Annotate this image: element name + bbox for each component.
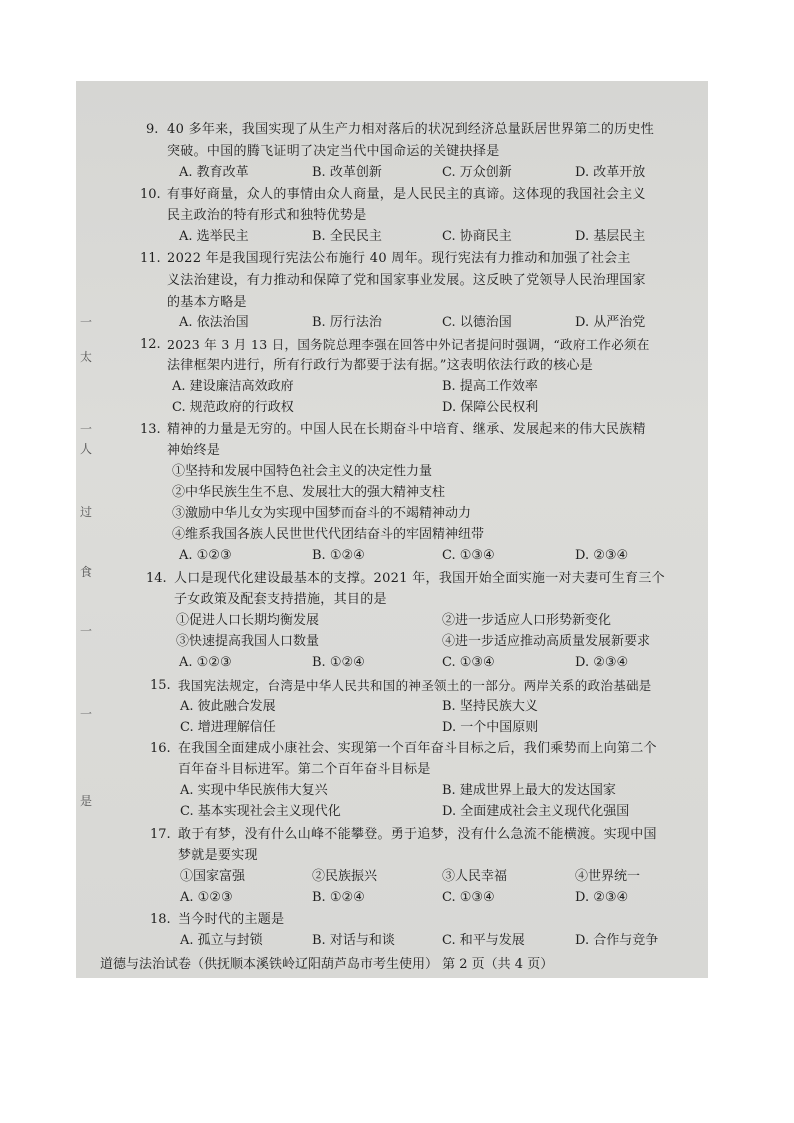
question-number: 18. bbox=[150, 912, 171, 927]
question-number: 12. bbox=[140, 337, 161, 352]
option-d: D. 保障公民权利 bbox=[442, 400, 539, 415]
statement-item: ③人民幸福 bbox=[442, 869, 508, 884]
statement-item: ④进一步适应推动高质量发展新要求 bbox=[442, 634, 651, 649]
margin-mark: 过 bbox=[80, 505, 93, 519]
margin-mark: 一 bbox=[80, 707, 93, 721]
option-c: C. 基本实现社会主义现代化 bbox=[180, 804, 341, 819]
option-d: D. 全面建成社会主义现代化强国 bbox=[442, 804, 630, 819]
question-number: 15. bbox=[150, 678, 171, 693]
option-b: B. 提高工作效率 bbox=[442, 379, 538, 394]
option-d: D. 基层民主 bbox=[575, 229, 646, 244]
question-text: 在我国全面建成小康社会、实现第一个百年奋斗目标之后，我们乘势而上向第二个 bbox=[178, 741, 657, 756]
question-number: 17. bbox=[150, 827, 171, 842]
option-a: A. 彼此融合发展 bbox=[180, 699, 276, 714]
statement-item: ③激励中华儿女为实现中国梦而奋斗的不竭精神动力 bbox=[172, 506, 472, 521]
option-c: C. ①③④ bbox=[442, 655, 495, 670]
margin-mark: 一 bbox=[80, 422, 93, 436]
question-text: 神始终是 bbox=[167, 443, 221, 458]
question-text: 子女政策及配套支持措施，其目的是 bbox=[174, 592, 387, 607]
option-d: D. ②③④ bbox=[575, 655, 629, 670]
statement-item: ④世界统一 bbox=[575, 869, 641, 884]
statement-item: ③快速提高我国人口数量 bbox=[176, 634, 320, 649]
option-b: B. 对话与和谈 bbox=[312, 933, 395, 948]
question-number: 10. bbox=[140, 187, 161, 202]
question-text: 的基本方略是 bbox=[167, 295, 247, 310]
option-d: D. 从严治党 bbox=[575, 315, 646, 330]
statement-item: ①国家富强 bbox=[180, 869, 246, 884]
option-c: C. 协商民主 bbox=[442, 229, 512, 244]
question-text: 突破。中国的腾飞证明了决定当代中国命运的关键抉择是 bbox=[167, 144, 500, 159]
question-text: 百年奋斗目标进军。第二个百年奋斗目标是 bbox=[178, 762, 431, 777]
option-a: A. ①②③ bbox=[180, 890, 233, 905]
question-number: 13. bbox=[140, 422, 161, 437]
option-c: C. 和平与发展 bbox=[442, 933, 525, 948]
question-number: 16. bbox=[150, 741, 171, 756]
option-d: D. ②③④ bbox=[575, 548, 629, 563]
question-text: 当今时代的主题是 bbox=[178, 912, 285, 927]
option-b: B. ①②④ bbox=[312, 655, 365, 670]
option-d: D. 一个中国原则 bbox=[442, 720, 539, 735]
option-c: C. 增进理解信任 bbox=[180, 720, 276, 735]
statement-item: ②中华民族生生不息、发展壮大的强大精神支柱 bbox=[172, 485, 446, 500]
statement-item: ②进一步适应人口形势新变化 bbox=[442, 613, 612, 628]
option-a: A. ①②③ bbox=[179, 655, 232, 670]
page-footer: 道德与法治试卷（供抚顺本溪铁岭辽阳葫芦岛市考生使用） 第 2 页（共 4 页） bbox=[100, 957, 554, 972]
margin-mark: 食 bbox=[80, 565, 93, 579]
question-text: 法律框架内进行，所有行政行为都要于法有据。”这表明依法行政的核心是 bbox=[167, 358, 594, 373]
option-a: A. ①②③ bbox=[179, 548, 232, 563]
option-c: C. 以德治国 bbox=[442, 315, 512, 330]
option-b: B. ①②④ bbox=[312, 548, 365, 563]
question-text: 40 多年来，我国实现了从生产力相对落后的状况到经济总量跃居世界第二的历史性 bbox=[167, 122, 655, 137]
question-text: 敢于有梦，没有什么山峰不能攀登。勇于追梦，没有什么急流不能横渡。实现中国 bbox=[178, 827, 657, 842]
option-a: A. 依法治国 bbox=[179, 315, 249, 330]
option-b: B. 改革创新 bbox=[312, 165, 382, 180]
option-a: A. 建设廉洁高效政府 bbox=[172, 379, 294, 394]
question-text: 我国宪法规定，台湾是中华人民共和国的神圣领土的一部分。两岸关系的政治基础是 bbox=[178, 678, 652, 693]
question-number: 9. bbox=[146, 122, 159, 137]
option-d: D. ②③④ bbox=[575, 890, 629, 905]
option-b: B. 建成世界上最大的发达国家 bbox=[442, 783, 616, 798]
option-c: C. 万众创新 bbox=[442, 165, 512, 180]
margin-mark: 人 bbox=[80, 442, 93, 456]
option-a: A. 实现中华民族伟大复兴 bbox=[180, 783, 328, 798]
option-c: C. 规范政府的行政权 bbox=[172, 400, 294, 415]
option-b: B. ①②④ bbox=[312, 890, 365, 905]
statement-item: ①坚持和发展中国特色社会主义的决定性力量 bbox=[172, 464, 433, 479]
option-c: C. ①③④ bbox=[442, 890, 495, 905]
question-text: 人口是现代化建设最基本的支撑。2021 年，我国开始全面实施一对夫妻可生育三个 bbox=[174, 571, 665, 586]
statement-item: ①促进人口长期均衡发展 bbox=[176, 613, 320, 628]
question-text: 义法治建设，有力推动和保障了党和国家事业发展。这反映了党领导人民治理国家 bbox=[167, 273, 646, 288]
margin-mark: 一 bbox=[80, 315, 93, 329]
question-text: 有事好商量，众人的事情由众人商量，是人民民主的真谛。这体现的我国社会主义 bbox=[167, 187, 646, 202]
option-b: B. 厉行法治 bbox=[312, 315, 382, 330]
question-text: 梦就是要实现 bbox=[178, 848, 258, 863]
margin-mark: 一 bbox=[80, 624, 93, 638]
question-number: 14. bbox=[146, 571, 167, 586]
margin-mark: 太 bbox=[80, 350, 93, 364]
question-text: 2022 年是我国现行宪法公布施行 40 周年。现行宪法有力推动和加强了社会主 bbox=[167, 251, 631, 266]
statement-item: ④维系我国各族人民世世代代团结奋斗的牢固精神纽带 bbox=[172, 527, 485, 542]
option-d: D. 改革开放 bbox=[575, 165, 646, 180]
option-b: B. 全民民主 bbox=[312, 229, 382, 244]
option-c: C. ①③④ bbox=[442, 548, 495, 563]
question-text: 精神的力量是无穷的。中国人民在长期奋斗中培育、继承、发展起来的伟大民族精 bbox=[167, 422, 646, 437]
question-text: 民主政治的特有形式和独特优势是 bbox=[167, 208, 367, 223]
margin-mark: 是 bbox=[80, 794, 93, 808]
statement-item: ②民族振兴 bbox=[312, 869, 378, 884]
option-d: D. 合作与竞争 bbox=[575, 933, 659, 948]
option-b: B. 坚持民族大义 bbox=[442, 699, 538, 714]
option-a: A. 教育改革 bbox=[179, 165, 249, 180]
option-a: A. 孤立与封锁 bbox=[180, 933, 263, 948]
question-number: 11. bbox=[140, 251, 161, 266]
option-a: A. 选举民主 bbox=[179, 229, 249, 244]
question-text: 2023 年 3 月 13 日，国务院总理李强在回答中外记者提问时强调，“政府工作必须在 bbox=[167, 337, 650, 352]
